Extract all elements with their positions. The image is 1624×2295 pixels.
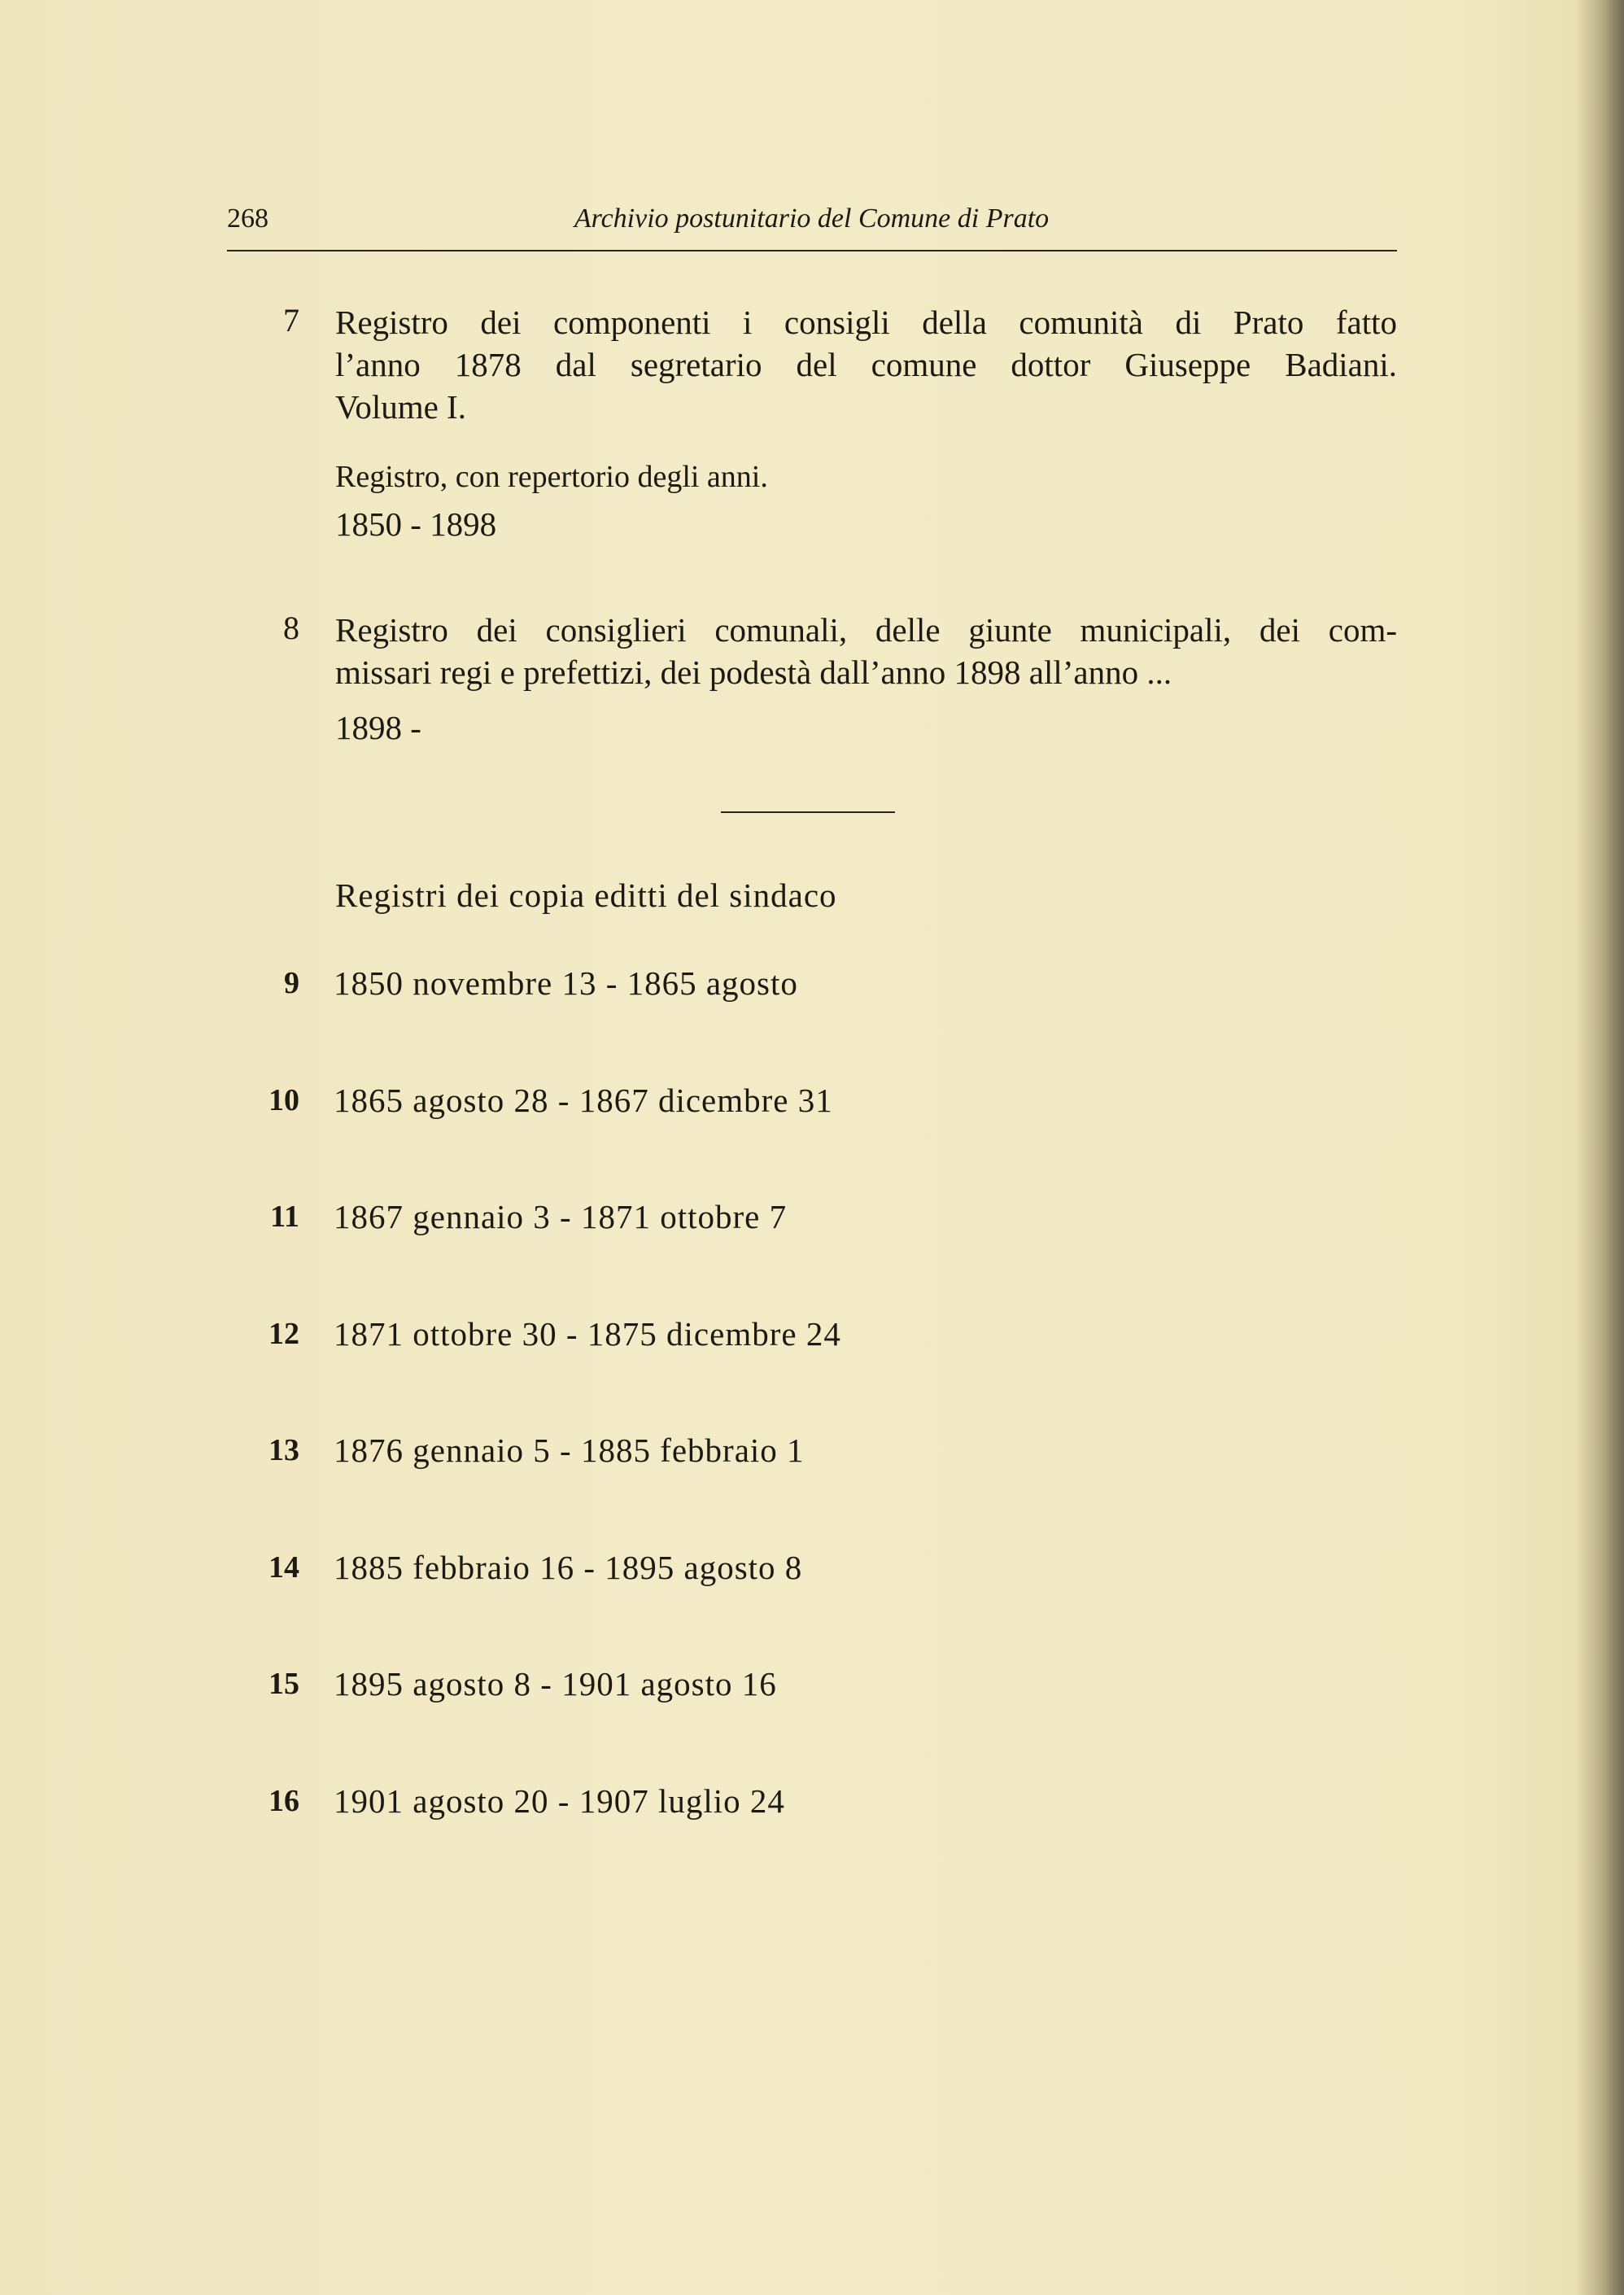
- entry-title-line: l’anno 1878 dal segretario del comune dottor Giuseppe Badiani.: [335, 346, 1397, 383]
- header-rule: [227, 250, 1397, 251]
- entry-description: Registro, con repertorio degli anni.: [335, 460, 768, 494]
- entry-title-line: missari regi e prefettizi, dei podestà dall’anno 1898 all’anno ...: [335, 654, 1172, 691]
- entry-title-line: Volume I.: [335, 388, 466, 426]
- register-dates: 1895 agosto 8 - 1901 agosto 16: [334, 1665, 777, 1703]
- register-number: 15: [268, 1667, 299, 1701]
- page-number: 268: [227, 203, 268, 234]
- section-divider: [721, 811, 895, 813]
- register-number: 11: [270, 1200, 299, 1234]
- register-number: 13: [268, 1433, 299, 1467]
- register-number: 14: [268, 1550, 299, 1585]
- entry-title: [335, 609, 1397, 693]
- register-dates: 1885 febbraio 16 - 1895 agosto 8: [334, 1548, 803, 1586]
- entry-title-line: Registro dei consiglieri comunali, delle giunte municipali, dei com-: [335, 611, 1397, 649]
- entry-dates: 1850 - 1898: [335, 505, 497, 543]
- register-dates: 1876 gennaio 5 - 1885 febbraio 1: [334, 1432, 805, 1469]
- register-dates: 1865 agosto 28 - 1867 dicembre 31: [334, 1081, 833, 1119]
- entry-number: 7: [283, 302, 299, 339]
- register-dates: 1871 ottobre 30 - 1875 dicembre 24: [334, 1314, 841, 1353]
- running-title: Archivio postunitario del Comune di Prato: [574, 203, 1050, 234]
- register-number: 12: [268, 1316, 299, 1351]
- register-number: 9: [284, 966, 299, 1000]
- register-number: 10: [268, 1082, 299, 1117]
- entry-title-line: Registro dei componenti i consigli della comunità di Prato fatto: [335, 304, 1397, 341]
- entry-dates: 1898 -: [335, 709, 421, 746]
- entry-title: [335, 301, 1397, 428]
- register-dates: 1901 agosto 20 - 1907 luglio 24: [334, 1781, 785, 1820]
- entry-number: 8: [283, 610, 299, 646]
- series-title: Registri dei copia editti del sindaco: [335, 876, 837, 914]
- register-number: 16: [268, 1783, 299, 1818]
- register-dates: 1850 novembre 13 - 1865 agosto: [334, 964, 798, 1002]
- register-dates: 1867 gennaio 3 - 1871 ottobre 7: [334, 1198, 788, 1235]
